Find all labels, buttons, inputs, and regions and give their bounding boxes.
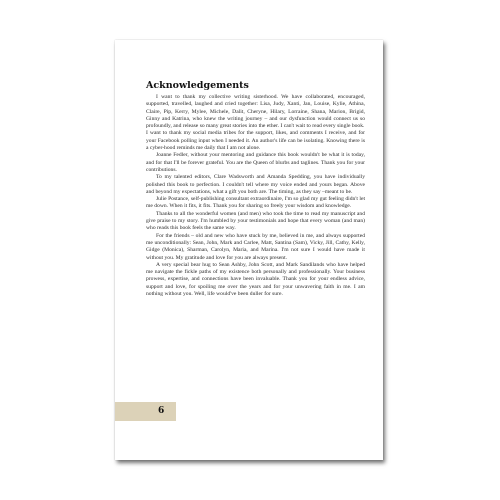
paragraph-3: Joanne Fedler, without your mentoring and guidance this book wouldn't be what it is today, and for that I'll be forever grateful. You are the Queen of blurbs and taglines. Thank you for your contributions. [146,152,365,173]
paragraph-4: To my talented editors, Clare Wadsworth and Amanda Spedding, you have individually polished this book to perfection. I couldn't tell where my voice ended and yours began. Above and beyond my expectations, what a gift you both are. The timing, as they say –meant to be. [146,174,365,195]
paragraph-1: I want to thank my collective writing sisterhood. We have collaborated, encouraged, supported, travelled, laughed and cried together: Lisa, Judy, Xanti, Jan, Louise, Kylie, Athina, Claire, Pip, Kerry, Mylee, Michele, Dalit, Cheryne, Hilary, Lorraine, Shana, Marion, Brigid, Ginny and Katrina, who knew the writing journey – and our dysfunction would connect us so profoundly, and release so many great stories into the ether. I can't wait to read every single book. [146,94,365,130]
page-heading: Acknowledgements [146,80,249,91]
page-number-tab [115,402,176,421]
page-number: 6 [158,406,165,416]
paragraph-6: Thanks to all the wonderful women (and men) who took the time to read my manuscript and give praise to my story. I'm humbled by your testimonials and hope that every woman (and man) who reads this book feels the same way. [146,210,365,232]
book-page [115,40,383,460]
paragraph-2: I want to thank my social media tribes for the support, likes, and comments I receive, and for your Facebook polling input when I needed it. An author's life can be isolating. Knowing there is a cyber-hood reminds me daily that I am not alone. [146,130,365,152]
paragraph-5: Julie Postance, self-publishing consultant extraordinaire, I'm so glad my gut feeling didn't let me down. When it fits, it fits. Thank you for sharing so freely your wisdom and knowledge. [146,196,365,210]
paragraph-8: A very special bear hug to Sean Ashby, John Scott, and Mark Sandilands who have helped me navigate the fickle paths of my existence both personally and professionally. Your business prowess, expertise, and connections have been invaluable. Thank you for your endless advice, support and love, for spoiling me over the years and for your unwavering faith in me. I am nothing without you. Well, life would've been duller for sure. [146,261,365,298]
paragraph-7: For the friends – old and new who have stuck by me, believed in me, and always supported me unconditionally: Sean, John, Mark and Carlee, Matt, Santina (Sam), Vicky, Jill, Cathy, Kelly, Gidge (Monica), Sharman, Carolyn, Maria, and Marina. I'm not sure I would have made it without you. My gratitude and love for you are always present. [146,232,365,261]
page-body [146,94,365,298]
